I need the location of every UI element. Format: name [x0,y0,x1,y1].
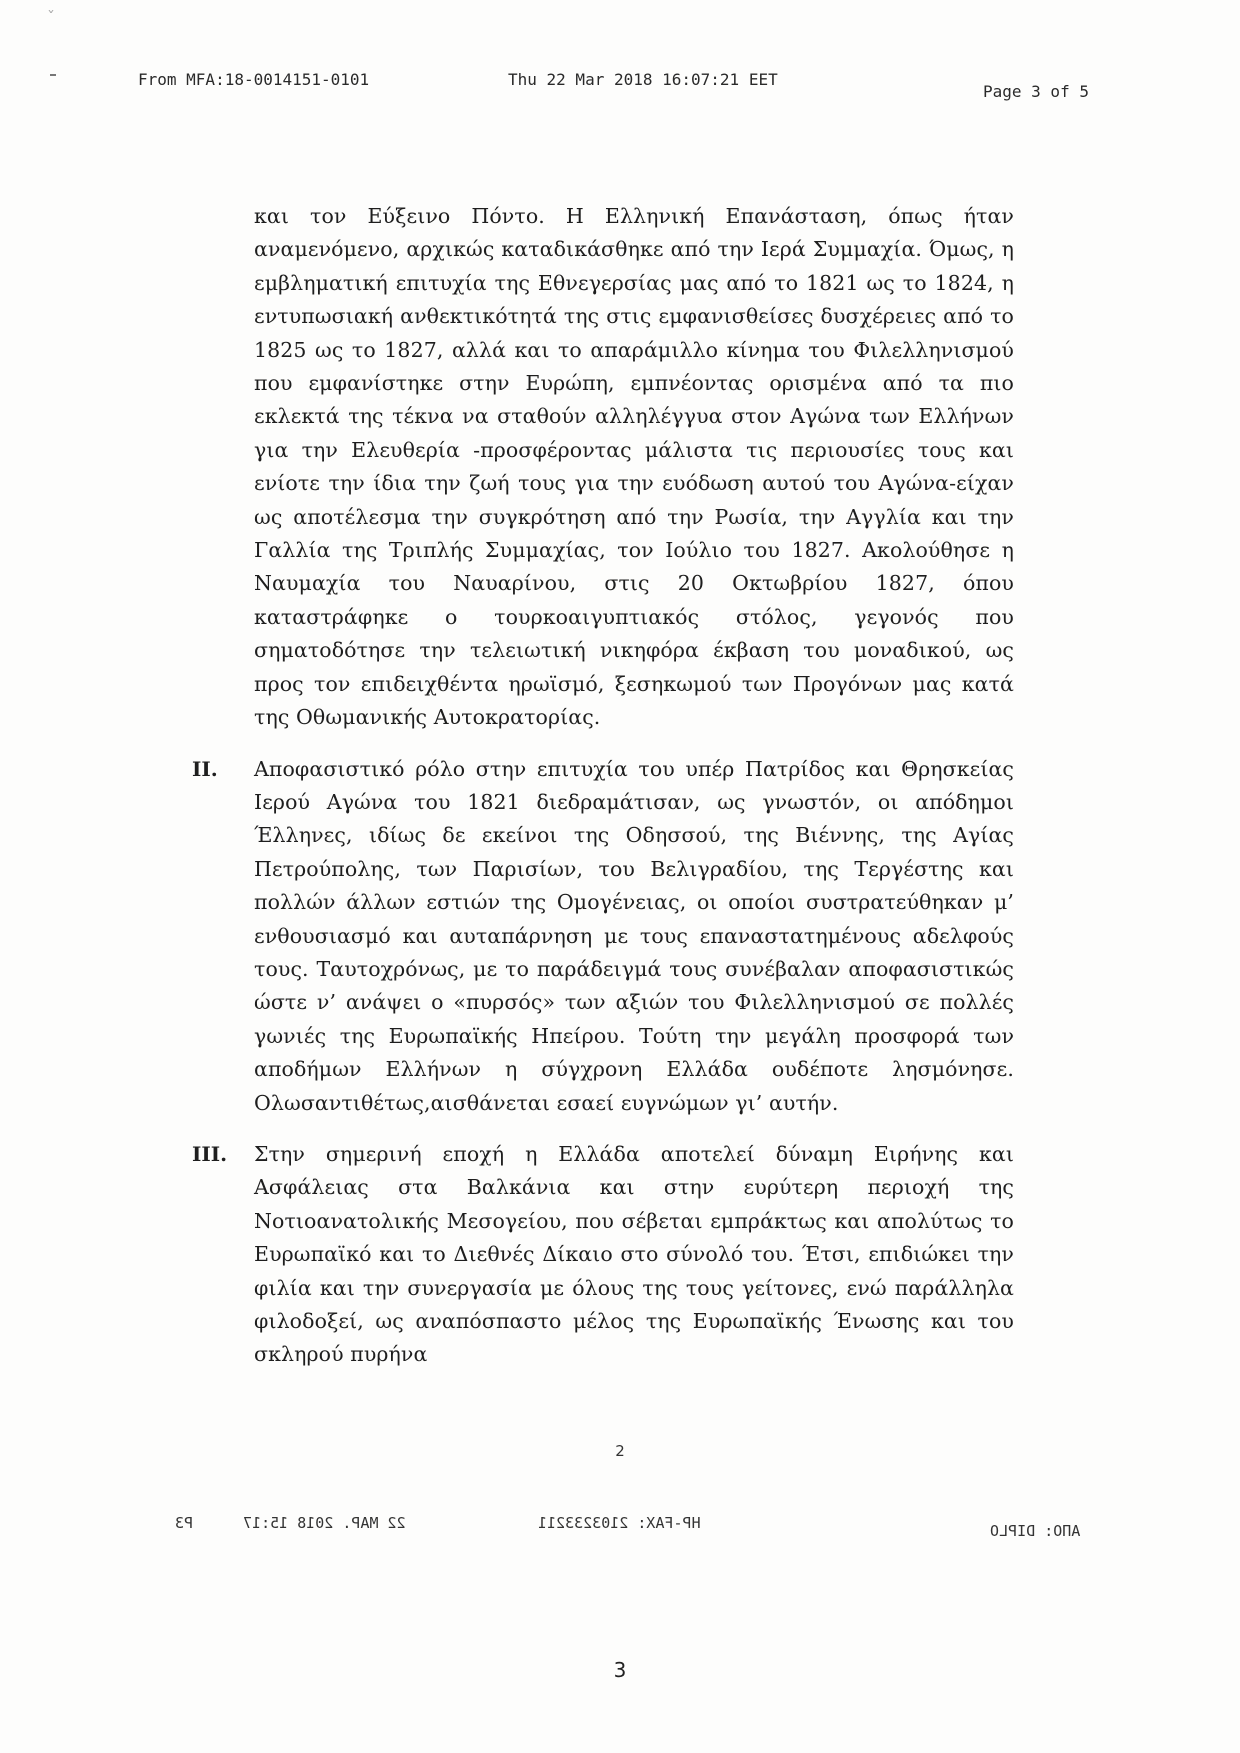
fax-footer-mirrored [0,1514,1240,1544]
paragraph-number: III. [192,1141,228,1166]
fax-from: From MFA:18-0014151-0101 [138,70,370,89]
document-body [192,200,1022,1372]
fax-footer-timestamp: 22 MAP. 2018 15:17 [243,1514,406,1532]
fax-page-indicator: Page 3 of 5 [983,82,1089,101]
paragraph [192,200,1022,735]
fax-footer-sender: ΑΠΟ: DIPLO [990,1522,1081,1540]
paragraph-text: Στην σημερινή εποχή η Ελλάδα αποτελεί δύναμη Ειρήνης και Ασφάλειας στα Βαλκάνια και στην ευρύτερη περιοχή της Νοτιοανατολικής Μεσογείου, που σέβεται εμπράκτως και απολύτως το Ευρωπαϊκό και το Διεθνές Δίκαιο στο σύνολό του. Έτσι, επιδιώκει την φιλία και την συνεργασία με όλους της τους γείτονες, ενώ παράλληλα φιλοδοξεί, ως αναπόσπαστο μέλος της Ευρωπαϊκής Ένωσης και του σκληρού πυρήνα [254,1141,1014,1367]
outer-page-number: 3 [613,1658,627,1682]
paragraph-text: Αποφασιστικό ρόλο στην επιτυχία του υπέρ Πατρίδος και Θρησκείας Ιερού Αγώνα του 1821 διεδραμάτισαν, ως γνωστόν, οι απόδημοι Έλληνες, ιδίως δε εκείνοι της Οδησσού, της Βιέννης, της Αγίας Πετρούπολης, των Παρισίων, του Βελιγραδίου, της Τεργέστης και πολλών άλλων εστιών της Ομογένειας, οι οποίοι συστρατεύθηκαν μ’ ενθουσιασμό και αυταπάρνηση με τους επαναστατημένους αδελφούς τους. Ταυτοχρόνως, με το παράδειγμά τους συνέβαλαν αποφασιστικώς ώστε ν’ ανάψει ο «πυρσός» των αξιών του Φιλελληνισμού σε πολλές γωνιές της Ευρωπαϊκής Ηπείρου. Τούτη την μεγάλη προσφορά των αποδήμων Ελλήνων η σύγχρονη Ελλάδα ουδέποτε λησμόνησε. Ολωσαντιθέτως,αισθάνεται εσαεί ευγνώμων γι’ αυτήν. [254,756,1014,1115]
fax-header [0,70,1240,100]
fax-footer-page-code: P3 [175,1514,194,1532]
paragraph [192,753,1022,1120]
fax-date: Thu 22 Mar 2018 16:07:21 EET [508,70,778,89]
paragraph-number: II. [192,756,218,781]
paragraph [192,1138,1022,1372]
scan-edge-mark: ˇ [47,8,55,27]
fax-footer-phone: HP-FAX: 2103233211 [538,1514,701,1532]
paragraph-text: και τον Εύξεινο Πόντο. Η Ελληνική Επανάσταση, όπως ήταν αναμενόμενο, αρχικώς καταδικάσθηκε από την Ιερά Συμμαχία. Όμως, η εμβληματική επιτυχία της Εθνεγερσίας μας από το 1821 ως το 1824, η εντυπωσιακή ανθεκτικότητά της στις εμφανισθείσες δυσχέρειες από το 1825 ως το 1827, αλλά και το απαράμιλλο κίνημα του Φιλελληνισμού που εμφανίστηκε στην Ευρώπη, εμπνέοντας ορισμένα από τα πιο εκλεκτά της τέκνα να σταθούν αλληλέγγυα στον Αγώνα των Ελλήνων για την Ελευθερία -προσφέροντας μάλιστα τις περιουσίες τους και ενίοτε την ίδια την ζωή τους για την ευόδωση αυτού του Αγώνα-είχαν ως αποτέλεσμα την συγκρότηση από την Ρωσία, την Αγγλία και την Γαλλία της Τριπλής Συμμαχίας, τον Ιούλιο του 1827. Ακολούθησε η Ναυμαχία του Ναυαρίνου, στις 20 Οκτωβρίου 1827, όπου καταστράφηκε ο τουρκοαιγυπτιακός στόλος, γεγονός που σηματοδότησε την τελειωτική νικηφόρα έκβαση του μοναδικού, ως προς τον επιδειχθέντα ηρωϊσμό, ξεσηκωμού των Προγόνων μας κατά της Οθωμανικής Αυτοκρατορίας. [254,204,1014,730]
inner-page-number: 2 [615,1442,625,1460]
